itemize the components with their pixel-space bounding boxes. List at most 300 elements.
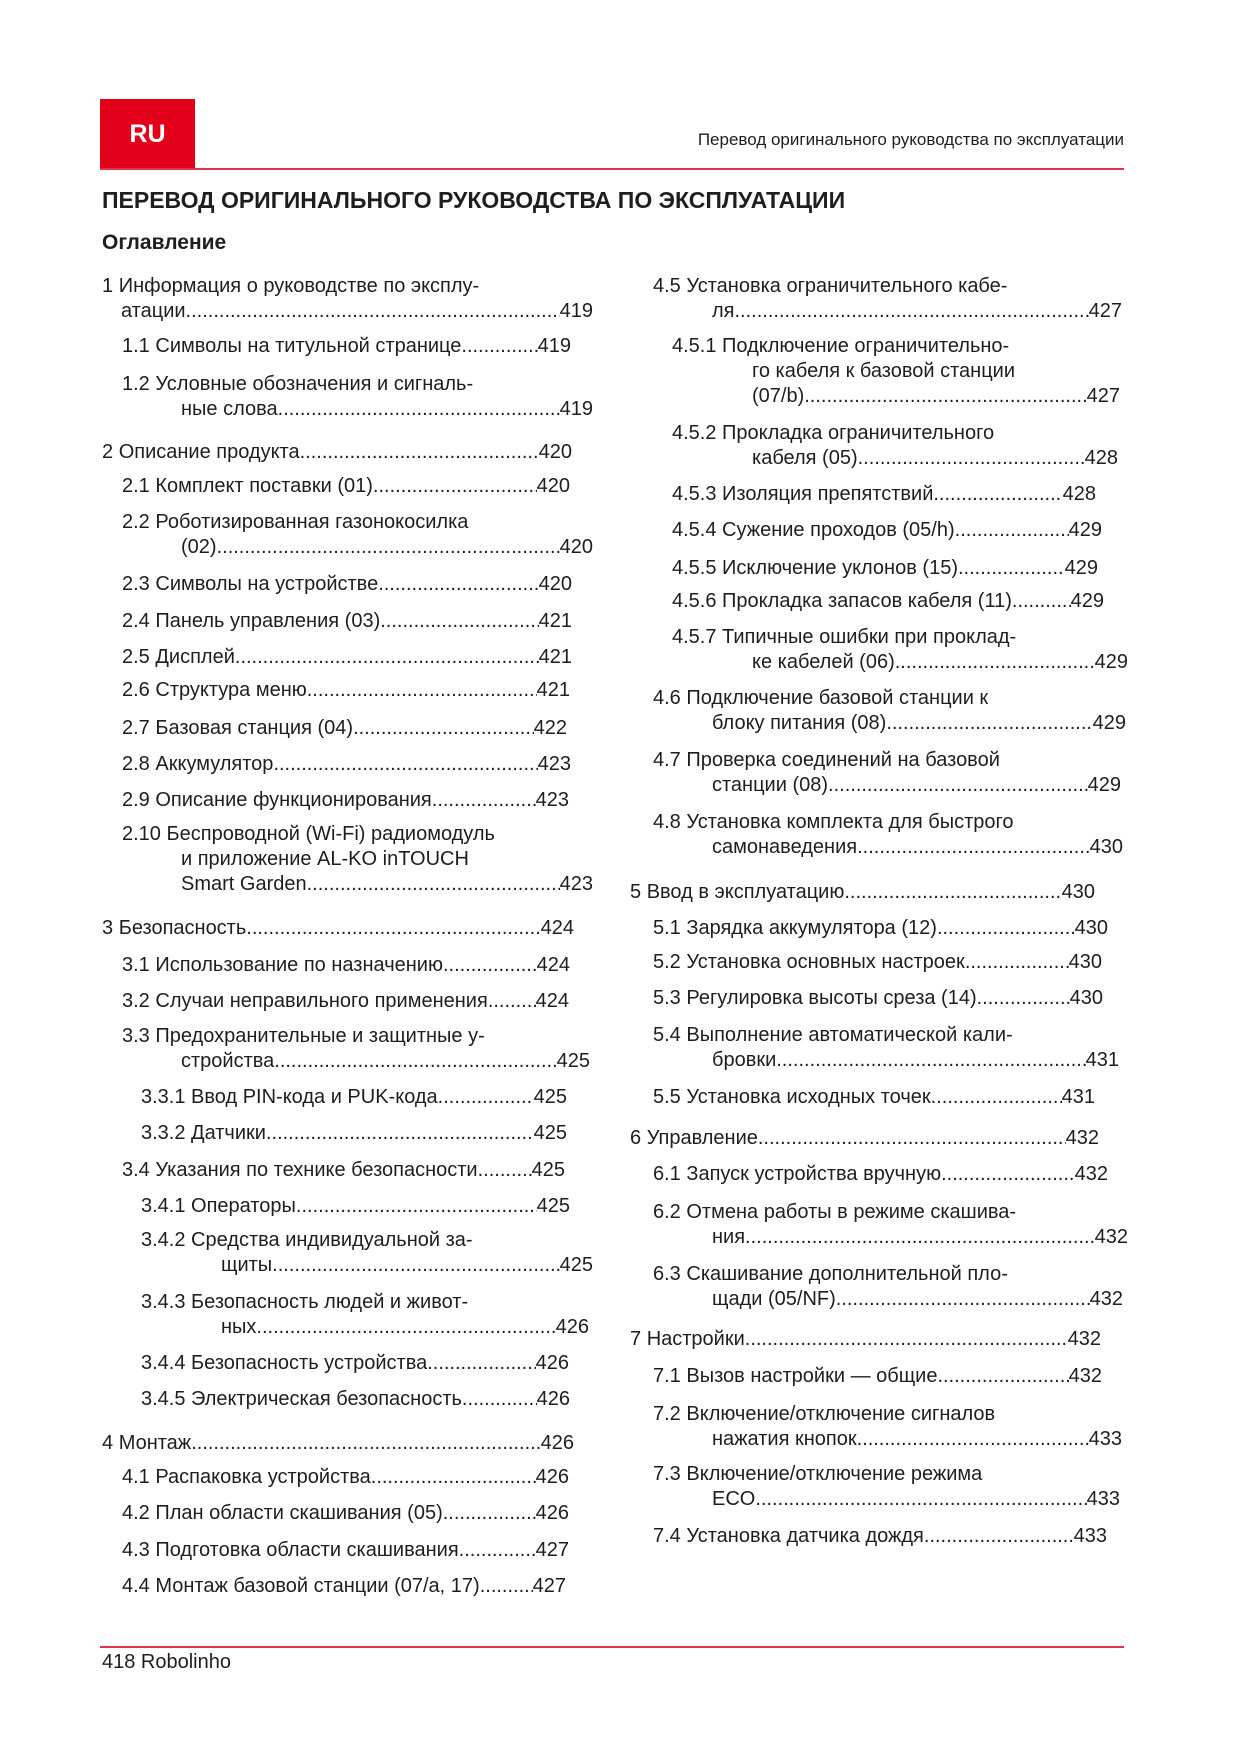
toc-entry-title: Ввод PIN-кода и PUK-кода — [191, 1086, 438, 1108]
dot-leader — [274, 1049, 556, 1074]
toc-entry[interactable] — [672, 625, 1128, 675]
toc-entry[interactable] — [672, 589, 1104, 614]
toc-entry-title: Информация о руководстве по эксплу- — [118, 275, 480, 297]
toc-heading: Оглавление — [102, 231, 227, 254]
dot-leader — [836, 1287, 1090, 1312]
toc-entry-title: Исключение уклонов (15) — [722, 557, 958, 579]
toc-entry-page: 425 — [559, 1254, 593, 1276]
dot-leader — [378, 572, 538, 597]
toc-entry-title: Распаковка устройства — [155, 1466, 371, 1488]
toc-entry-number: 6.1 — [653, 1163, 681, 1185]
header-subtitle: Перевод оригинального руководства по эксплуатации — [697, 130, 1124, 149]
toc-entry-title: План области скашивания (05) — [155, 1502, 443, 1524]
toc-entry[interactable] — [122, 716, 567, 741]
toc-entry-number: 4.4 — [122, 1575, 150, 1597]
toc-entry-title: блоку питания (08) — [712, 712, 887, 734]
toc-entry-page: 421 — [538, 646, 572, 668]
toc-entry[interactable] — [653, 810, 1123, 860]
toc-entry-page: 428 — [1084, 447, 1118, 469]
language-badge-label: RU — [129, 119, 166, 148]
toc-entry[interactable] — [653, 686, 1126, 736]
dot-leader — [488, 989, 536, 1014]
toc-entry-page: 432 — [1094, 1226, 1128, 1248]
toc-entry-title: Описание продукта — [118, 441, 300, 463]
dot-leader — [300, 440, 539, 465]
toc-entry-page: 424 — [535, 990, 569, 1012]
toc-entry-page: 431 — [1085, 1049, 1119, 1071]
dot-leader — [427, 1351, 535, 1376]
dot-leader — [858, 446, 1085, 471]
toc-entry-title: атации — [121, 300, 186, 322]
dot-leader — [886, 711, 1092, 736]
toc-entry-page: 422 — [533, 717, 567, 739]
dot-leader — [462, 1387, 537, 1412]
dot-leader — [272, 1253, 559, 1278]
toc-entry-number: 4 — [102, 1432, 114, 1454]
toc-entry-title: Описание функционирования — [155, 789, 432, 811]
dot-leader — [235, 645, 539, 670]
toc-entry[interactable] — [122, 822, 593, 897]
dot-leader — [266, 1121, 534, 1146]
dot-leader — [977, 986, 1070, 1011]
dot-leader — [191, 1431, 540, 1456]
toc-entry-number: 3 — [102, 917, 114, 939]
toc-entry-page: 426 — [555, 1316, 589, 1338]
toc-entry-number: 1.1 — [122, 335, 150, 357]
toc-entry-page: 432 — [1068, 1365, 1102, 1387]
toc-entry-number: 2.2 — [122, 511, 150, 533]
toc-entry-title: Установка ограничительного кабе- — [686, 275, 1008, 297]
dot-leader — [941, 1162, 1075, 1187]
toc-entry[interactable] — [653, 1085, 1095, 1110]
toc-entry-page: 425 — [531, 1159, 565, 1181]
toc-entry-title: Подготовка области скашивания — [155, 1539, 459, 1561]
toc-entry-page: 428 — [1062, 483, 1096, 505]
toc-entry[interactable] — [653, 1524, 1107, 1549]
toc-entry[interactable] — [653, 1462, 1120, 1512]
footer-divider — [100, 1646, 1124, 1648]
toc-entry-page: 426 — [535, 1466, 569, 1488]
toc-entry-title: Управление — [646, 1127, 758, 1149]
toc-entry-number: 4.3 — [122, 1539, 150, 1561]
toc-entry-number: 4.8 — [653, 811, 681, 833]
toc-entry-title: Панель управления (03) — [155, 610, 381, 632]
toc-entry-title: (02) — [181, 536, 217, 558]
toc-entry-title: Включение/отключение режима — [686, 1463, 983, 1485]
toc-entry[interactable] — [102, 916, 574, 941]
toc-entry-title: Smart Garden — [181, 873, 307, 895]
header-divider — [100, 168, 1124, 170]
toc-entry[interactable] — [141, 1085, 567, 1110]
dot-leader — [186, 299, 560, 324]
toc-entry-title: Случаи неправильного применения — [155, 990, 488, 1012]
toc-entry-title: щади (05/NF) — [712, 1288, 836, 1310]
toc-entry-title: кабеля (05) — [752, 447, 858, 469]
toc-entry-title: Настройки — [646, 1328, 745, 1350]
toc-entry-number: 4.5.1 — [672, 335, 717, 357]
toc-entry-page: 425 — [536, 1195, 570, 1217]
toc-entry-title: Безопасность устройства — [191, 1352, 428, 1374]
language-badge — [100, 99, 195, 169]
toc-entry-number: 5.4 — [653, 1024, 681, 1046]
toc-entry-number: 1.2 — [122, 373, 150, 395]
dot-leader — [958, 556, 1065, 581]
toc-entry[interactable] — [102, 274, 593, 324]
toc-entry-title: Включение/отключение сигналов — [686, 1403, 996, 1425]
dot-leader — [443, 953, 537, 978]
toc-entry-title: Типичные ошибки при проклад- — [722, 626, 1017, 648]
toc-entry-page: 427 — [535, 1539, 569, 1561]
toc-entry-number: 3.4.3 — [141, 1291, 186, 1313]
toc-entry-number: 7.3 — [653, 1463, 681, 1485]
dot-leader — [461, 334, 537, 359]
toc-entry-page: 426 — [536, 1388, 570, 1410]
toc-entry-title: Отмена работы в режиме скашива- — [686, 1201, 1017, 1223]
toc-entry-number: 4.5.5 — [672, 557, 717, 579]
toc-entry-title: Дисплей — [155, 646, 235, 668]
toc-entry-page: 427 — [1086, 385, 1120, 407]
toc-entry[interactable] — [653, 916, 1108, 941]
toc-entry-number: 3.3 — [122, 1025, 150, 1047]
toc-entry-page: 432 — [1065, 1127, 1099, 1149]
toc-entry-page: 432 — [1074, 1163, 1108, 1185]
toc-entry[interactable] — [122, 1574, 566, 1599]
toc-entry-page: 433 — [1073, 1525, 1107, 1547]
toc-entry[interactable] — [122, 372, 593, 422]
dot-leader — [937, 1364, 1068, 1389]
toc-entry-page: 433 — [1086, 1488, 1120, 1510]
toc-entry[interactable] — [122, 788, 569, 813]
toc-entry-number: 4.5.7 — [672, 626, 717, 648]
dot-leader — [217, 535, 560, 560]
toc-entry[interactable] — [653, 274, 1122, 324]
dot-leader — [965, 950, 1069, 975]
toc-entry-title: ля — [712, 300, 735, 322]
toc-entry-title: Базовая станция (04) — [155, 717, 354, 739]
toc-entry-number: 2.6 — [122, 679, 150, 701]
toc-entry-page: 425 — [533, 1086, 567, 1108]
toc-entry-page: 430 — [1068, 951, 1102, 973]
dot-leader — [924, 1524, 1074, 1549]
toc-entry-number: 4.7 — [653, 749, 681, 771]
dot-leader — [273, 752, 537, 777]
toc-entry[interactable] — [630, 880, 1095, 905]
toc-entry-page: 432 — [1067, 1328, 1101, 1350]
toc-entry-title: Указания по технике безопасности — [155, 1159, 478, 1181]
toc-entry-number: 5.1 — [653, 917, 681, 939]
dot-leader — [745, 1225, 1095, 1250]
toc-entry-title: Аккумулятор — [155, 753, 274, 775]
toc-entry-page: 427 — [532, 1575, 566, 1597]
toc-entry-page: 419 — [559, 300, 593, 322]
dot-leader — [443, 1501, 536, 1526]
page-title: ПЕРЕВОД ОРИГИНАЛЬНОГО РУКОВОДСТВА ПО ЭКСПЛУАТАЦИИ — [102, 187, 846, 213]
toc-entry[interactable] — [672, 518, 1102, 543]
toc-entry-page: 420 — [536, 475, 570, 497]
toc-entry-title: Выполнение автоматической кали- — [686, 1024, 1013, 1046]
toc-entry-title: Использование по назначению — [155, 954, 443, 976]
toc-entry-number: 3.4.1 — [141, 1195, 186, 1217]
footer-page-label: 418 Robolinho — [102, 1651, 231, 1673]
toc-entry[interactable] — [141, 1228, 593, 1278]
toc-entry-number: 2.3 — [122, 573, 150, 595]
toc-entry-number: 5 — [630, 881, 642, 903]
toc-entry[interactable] — [122, 678, 570, 703]
toc-entry-title: Проверка соединений на базовой — [686, 749, 1000, 771]
dot-leader — [478, 1158, 532, 1183]
toc-entry[interactable] — [122, 510, 593, 560]
toc-entry[interactable] — [122, 1465, 569, 1490]
toc-entry-page: 420 — [538, 573, 572, 595]
toc-entry-number: 3.3.2 — [141, 1122, 186, 1144]
toc-entry-number: 4.1 — [122, 1466, 150, 1488]
toc-entry-page: 420 — [538, 441, 572, 463]
toc-entry[interactable] — [653, 1262, 1123, 1312]
toc-entry-title: Подключение ограничительно- — [722, 335, 1010, 357]
toc-entry-number: 4.5.2 — [672, 422, 717, 444]
toc-entry-title: Подключение базовой станции к — [686, 687, 989, 709]
dot-leader — [256, 1315, 555, 1340]
toc-entry-title: стройства — [181, 1050, 275, 1072]
dot-leader — [307, 678, 537, 703]
toc-entry-number: 6 — [630, 1127, 642, 1149]
toc-entry[interactable] — [630, 1327, 1101, 1352]
toc-entry-page: 426 — [540, 1432, 574, 1454]
dot-leader — [931, 1085, 1062, 1110]
toc-entry[interactable] — [672, 482, 1096, 507]
toc-entry-title: Запуск устройства вручную — [686, 1163, 942, 1185]
toc-entry-title: Изоляция препятствий — [722, 483, 934, 505]
toc-entry-page: 426 — [535, 1352, 569, 1374]
toc-entry-page: 429 — [1094, 651, 1128, 673]
toc-entry-number: 7 — [630, 1328, 642, 1350]
toc-entry-page: 433 — [1088, 1428, 1122, 1450]
toc-entry-title: Монтаж базовой станции (07/a, 17) — [155, 1575, 480, 1597]
toc-entry[interactable] — [122, 572, 572, 597]
toc-entry[interactable] — [653, 950, 1102, 975]
dot-leader — [373, 474, 537, 499]
toc-entry-number: 6.2 — [653, 1201, 681, 1223]
toc-entry[interactable] — [122, 1501, 569, 1526]
toc-entry-number: 4.6 — [653, 687, 681, 709]
toc-entry-title: Символы на устройстве — [155, 573, 379, 595]
toc-entry-number: 2.5 — [122, 646, 150, 668]
toc-entry-number: 2.7 — [122, 717, 150, 739]
toc-entry-number: 2 — [102, 441, 114, 463]
toc-entry-title: Средства индивидуальной за- — [191, 1229, 473, 1251]
dot-leader — [735, 299, 1089, 324]
toc-entry-title: Безопасность людей и живот- — [191, 1291, 469, 1313]
toc-entry-title: ния — [712, 1226, 746, 1248]
toc-entry[interactable] — [141, 1351, 569, 1376]
toc-entry-page: 424 — [536, 954, 570, 976]
toc-entry-number: 3.2 — [122, 990, 150, 1012]
dot-leader — [776, 1048, 1085, 1073]
toc-entry-page: 432 — [1089, 1288, 1123, 1310]
toc-entry-number: 3.4.2 — [141, 1229, 186, 1251]
dot-leader — [804, 384, 1086, 409]
toc-entry-title: и приложение AL-KO inTOUCH — [181, 848, 469, 870]
toc-entry[interactable] — [122, 645, 572, 670]
toc-entry-number: 2.8 — [122, 753, 150, 775]
dot-leader — [353, 716, 534, 741]
toc-entry[interactable] — [122, 334, 571, 359]
toc-entry-title: Безопасность — [118, 917, 247, 939]
toc-entry-number: 5.2 — [653, 951, 681, 973]
toc-entry-title: Операторы — [191, 1195, 296, 1217]
dot-leader — [480, 1574, 533, 1599]
toc-entry[interactable] — [122, 1158, 565, 1183]
toc-entry-number: 7.4 — [653, 1525, 681, 1547]
toc-entry-page: 427 — [1088, 300, 1122, 322]
toc-entry[interactable] — [122, 953, 570, 978]
dot-leader — [438, 1085, 534, 1110]
toc-entry-number: 3.4 — [122, 1159, 150, 1181]
toc-entry-title: (07/b) — [752, 385, 805, 407]
dot-leader — [459, 1538, 536, 1563]
toc-entry[interactable] — [122, 989, 569, 1014]
dot-leader — [758, 1126, 1066, 1151]
toc-entry[interactable] — [653, 1402, 1122, 1452]
toc-entry-number: 3.1 — [122, 954, 150, 976]
toc-entry-title: Предохранительные и защитные у- — [155, 1025, 485, 1047]
toc-entry-title: Прокладка ограничительного — [722, 422, 995, 444]
dot-leader — [895, 650, 1095, 675]
toc-entry-page: 430 — [1069, 987, 1103, 1009]
toc-entry[interactable] — [122, 609, 572, 634]
toc-entry-page: 421 — [536, 679, 570, 701]
toc-entry[interactable] — [672, 556, 1098, 581]
toc-entry-title: нажатия кнопок — [712, 1428, 857, 1450]
toc-entry[interactable] — [141, 1290, 589, 1340]
toc-entry-page: 421 — [538, 610, 572, 632]
toc-entry-number: 6.3 — [653, 1263, 681, 1285]
toc-entry[interactable] — [653, 1162, 1108, 1187]
toc-entry-page: 429 — [1087, 774, 1121, 796]
toc-entry[interactable] — [653, 1364, 1102, 1389]
toc-entry-page: 429 — [1064, 557, 1098, 579]
toc-entry[interactable] — [141, 1194, 570, 1219]
toc-entry-page: 425 — [533, 1122, 567, 1144]
dot-leader — [857, 1427, 1089, 1452]
toc-entry-number: 2.1 — [122, 475, 150, 497]
dot-leader — [307, 872, 560, 897]
toc-entry-title: Структура меню — [155, 679, 307, 701]
toc-entry-title: ные слова — [181, 398, 278, 420]
toc-entry-title: Датчики — [191, 1122, 266, 1144]
toc-entry[interactable] — [122, 752, 571, 777]
toc-entry-title: Установка исходных точек — [686, 1086, 931, 1108]
toc-entry-title: Зарядка аккумулятора (12) — [686, 917, 937, 939]
toc-entry-page: 430 — [1061, 881, 1095, 903]
toc-entry-title: бровки — [712, 1049, 777, 1071]
toc-entry[interactable] — [630, 1126, 1099, 1151]
toc-entry-title: Ввод в эксплуатацию — [646, 881, 845, 903]
toc-entry-title: Прокладка запасов кабеля (11) — [722, 590, 1012, 612]
toc-entry-page: 423 — [537, 753, 571, 775]
toc-entry-title: Монтаж — [118, 1432, 192, 1454]
toc-entry-title: Роботизированная газонокосилка — [155, 511, 469, 533]
toc-entry-title: Скашивание дополнительной пло- — [686, 1263, 1008, 1285]
toc-entry-page: 419 — [537, 335, 571, 357]
toc-entry-title: Установка комплекта для быстрого — [686, 811, 1014, 833]
toc-entry-number: 2.9 — [122, 789, 150, 811]
toc-entry[interactable] — [653, 1023, 1119, 1073]
toc-entry-page: 429 — [1092, 712, 1126, 734]
toc-entry[interactable] — [653, 986, 1103, 1011]
toc-entry-page: 429 — [1070, 590, 1104, 612]
toc-entry[interactable] — [122, 1024, 590, 1074]
toc-entry-number: 4.5.3 — [672, 483, 717, 505]
toc-entry-page: 423 — [535, 789, 569, 811]
toc-entry-title: щиты — [221, 1254, 273, 1276]
toc-entry-title: Установка датчика дождя — [686, 1525, 924, 1547]
dot-leader — [380, 609, 538, 634]
toc-entry-number: 7.2 — [653, 1403, 681, 1425]
toc-entry[interactable] — [141, 1387, 570, 1412]
dot-leader — [432, 788, 536, 813]
dot-leader — [828, 773, 1088, 798]
toc-entry-title: Установка основных настроек — [686, 951, 965, 973]
toc-entry-title: самонаведения — [712, 836, 858, 858]
toc-entry-page: 420 — [559, 536, 593, 558]
toc-entry-title: станции (08) — [712, 774, 829, 796]
toc-entry[interactable] — [653, 748, 1121, 798]
toc-entry[interactable] — [672, 421, 1118, 471]
toc-entry-page: 425 — [556, 1050, 590, 1072]
toc-entry-title: Регулировка высоты среза (14) — [686, 987, 977, 1009]
dot-leader — [857, 835, 1090, 860]
toc-entry-number: 5.5 — [653, 1086, 681, 1108]
toc-entry-number: 4.5.6 — [672, 590, 717, 612]
toc-entry-page: 424 — [540, 917, 574, 939]
dot-leader — [937, 916, 1075, 941]
toc-entry-title: Беспроводной (Wi-Fi) радиомодуль — [166, 823, 495, 845]
toc-entry[interactable] — [141, 1121, 567, 1146]
toc-entry-title: го кабеля к базовой станции — [752, 360, 1016, 382]
toc-entry-page: 419 — [559, 398, 593, 420]
toc-entry[interactable] — [102, 1431, 574, 1456]
toc-entry-number: 2.4 — [122, 610, 150, 632]
toc-entry-number: 7.1 — [653, 1365, 681, 1387]
toc-entry-number: 4.5.4 — [672, 519, 717, 541]
toc-entry-number: 4.2 — [122, 1502, 150, 1524]
dot-leader — [844, 880, 1061, 905]
toc-entry[interactable] — [122, 474, 570, 499]
toc-entry[interactable] — [653, 1200, 1128, 1250]
dot-leader — [296, 1194, 537, 1219]
dot-leader — [246, 916, 540, 941]
toc-entry-page: 430 — [1089, 836, 1123, 858]
toc-entry-number: 3.3.1 — [141, 1086, 186, 1108]
toc-entry-title: ECO — [712, 1488, 756, 1510]
dot-leader — [755, 1487, 1086, 1512]
toc-entry[interactable] — [102, 440, 572, 465]
toc-entry[interactable] — [672, 334, 1120, 409]
toc-entry-page: 430 — [1074, 917, 1108, 939]
toc-entry-page: 423 — [559, 873, 593, 895]
toc-entry-title: Условные обозначения и сигналь- — [155, 373, 474, 395]
dot-leader — [1012, 589, 1071, 614]
dot-leader — [371, 1465, 536, 1490]
toc-entry-page: 426 — [535, 1502, 569, 1524]
dot-leader — [278, 397, 560, 422]
toc-entry-title: ке кабелей (06) — [752, 651, 895, 673]
toc-entry-page: 429 — [1068, 519, 1102, 541]
toc-entry-number: 5.3 — [653, 987, 681, 1009]
toc-entry[interactable] — [122, 1538, 569, 1563]
toc-entry-title: Электрическая безопасность — [191, 1388, 462, 1410]
